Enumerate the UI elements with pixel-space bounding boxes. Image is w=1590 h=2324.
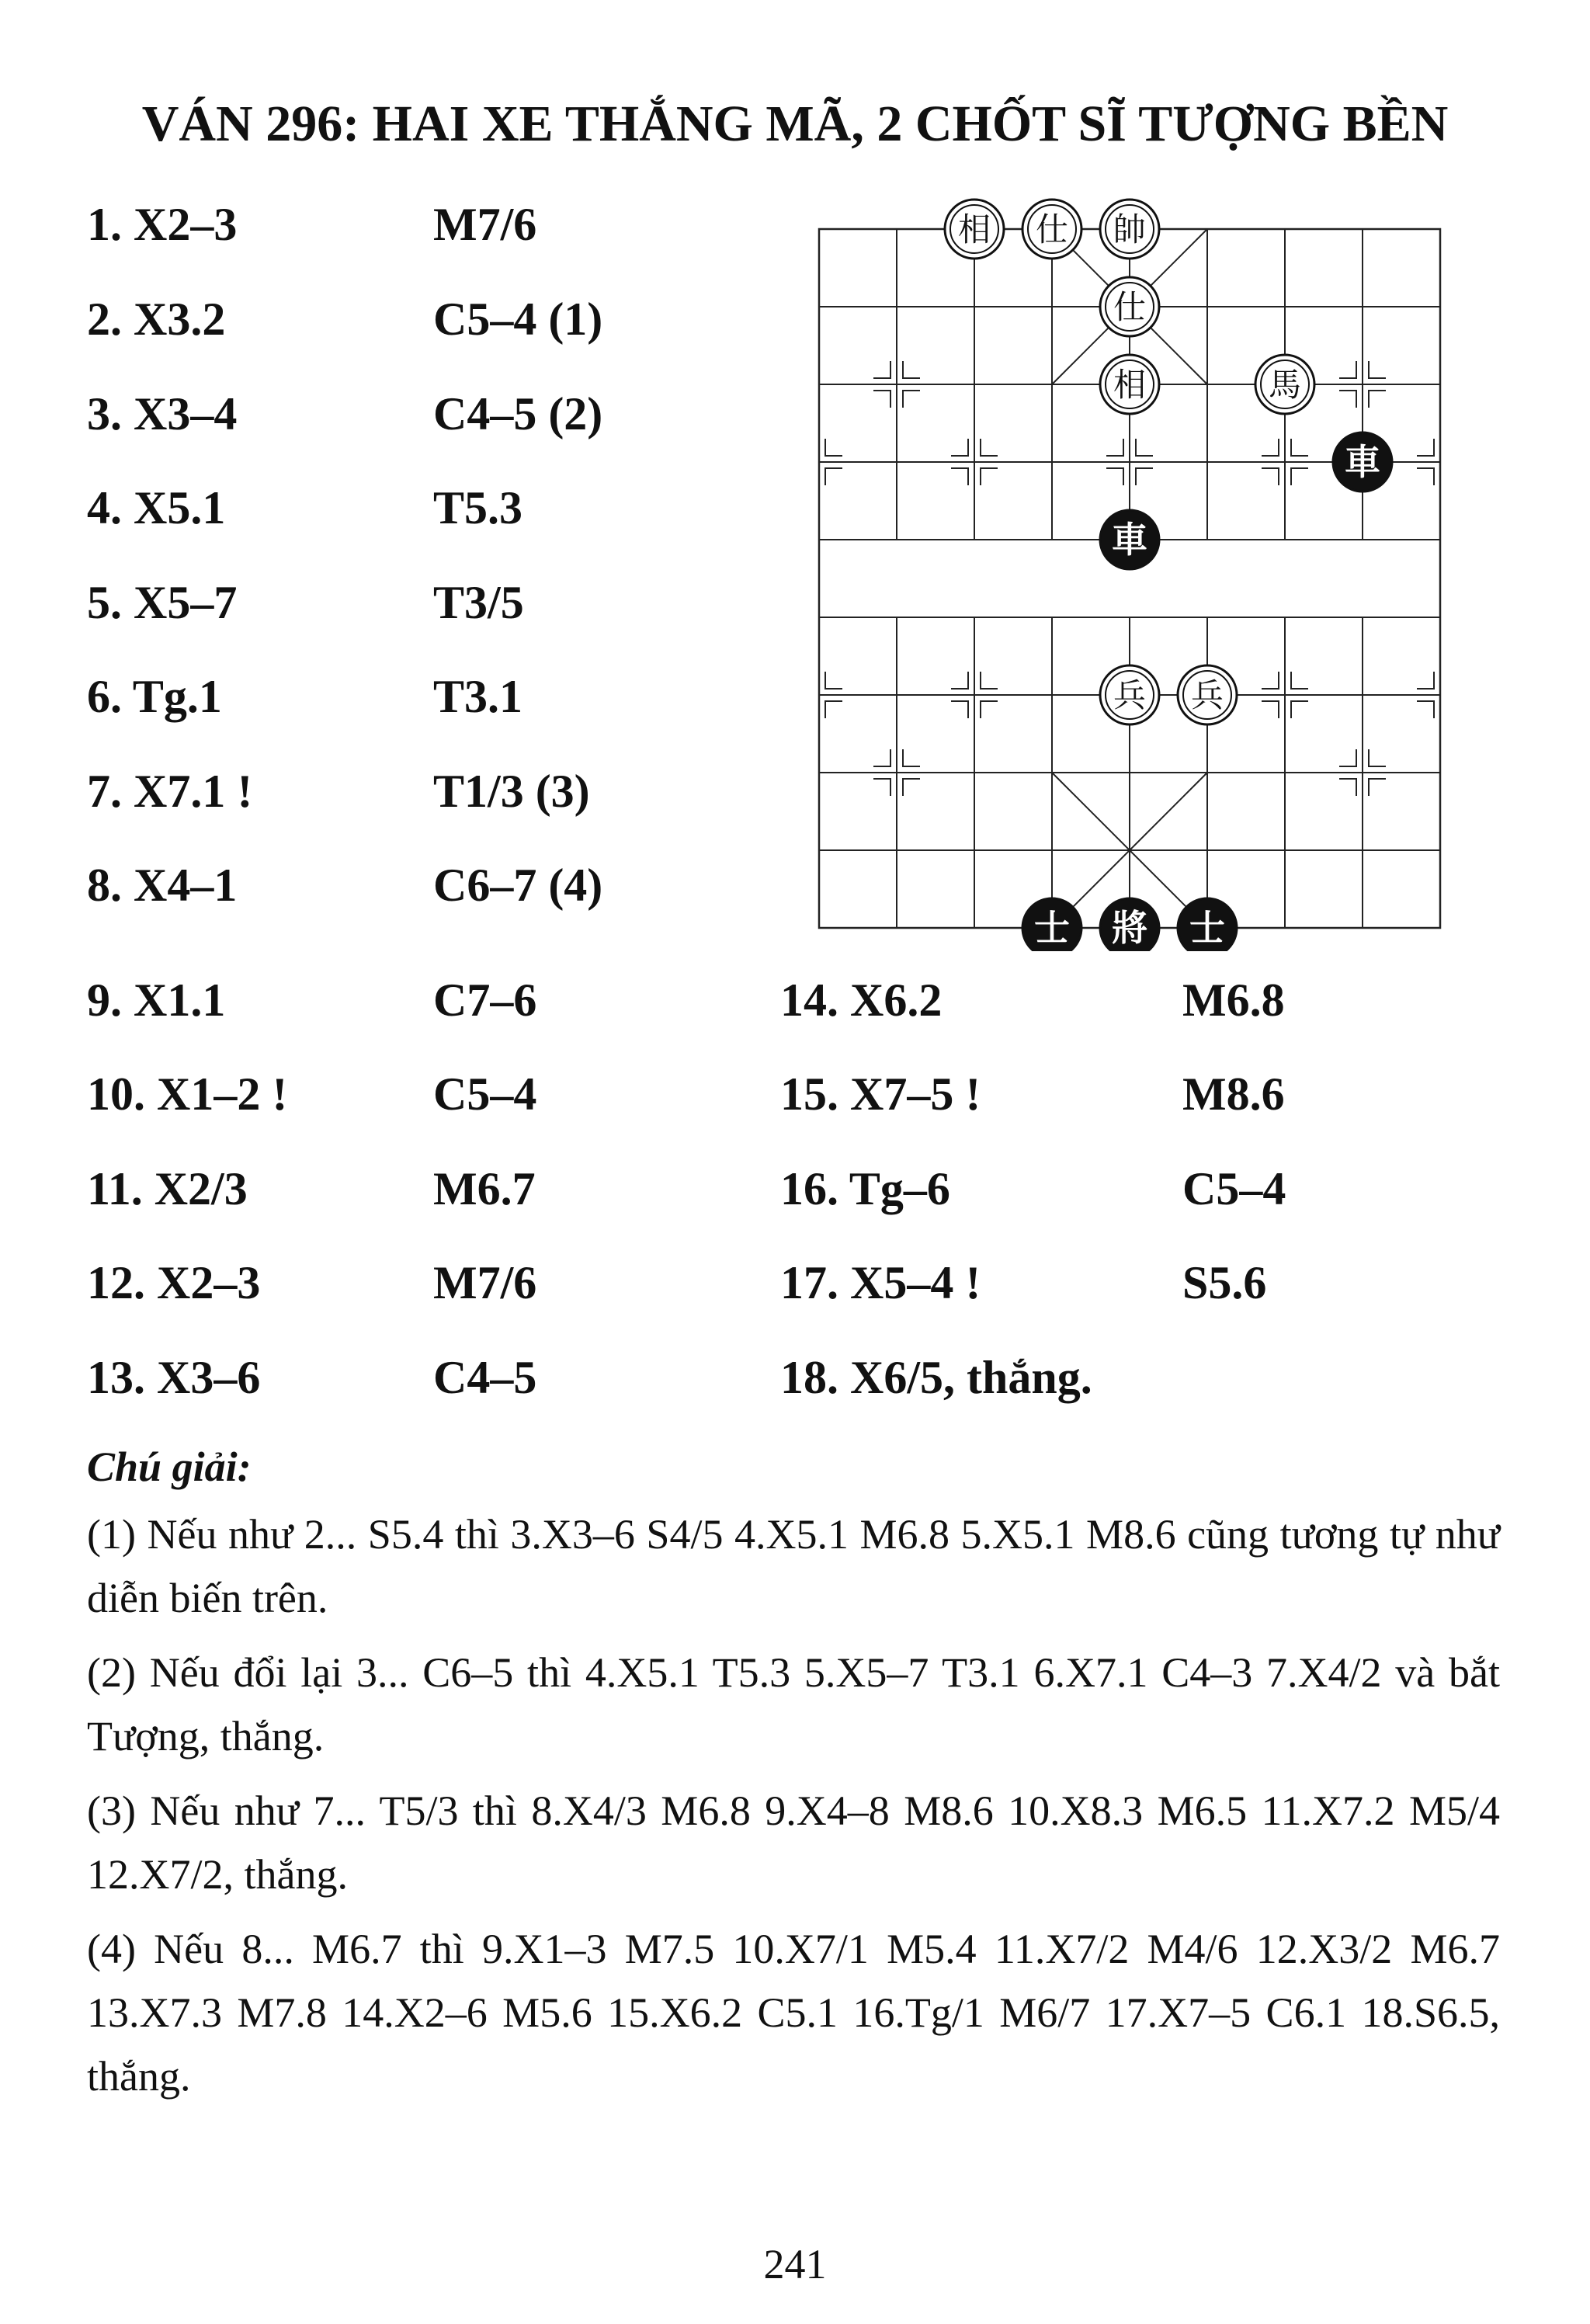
move-black: M7/6 (433, 1257, 537, 1308)
position-marker (903, 749, 920, 766)
red-elephant-piece (945, 200, 1004, 259)
black-advisor-piece (1178, 898, 1237, 951)
move-white: 3. X3–4 (87, 388, 238, 439)
move-white: 7. X7.1 ! (87, 766, 253, 817)
position-marker (1106, 468, 1123, 485)
position-marker (873, 361, 890, 378)
position-marker (951, 439, 968, 456)
piece-label: 馬 (1268, 366, 1302, 404)
move-black: C4–5 (2) (433, 388, 603, 439)
position-marker (1339, 391, 1356, 408)
move-black: C5–4 (433, 1068, 537, 1120)
position-marker (1417, 468, 1434, 485)
move-black: T3/5 (433, 577, 524, 628)
position-marker (981, 439, 998, 456)
position-marker (1417, 701, 1434, 718)
position-marker (873, 391, 890, 408)
position-marker (1136, 468, 1153, 485)
piece-label: 兵 (1190, 676, 1224, 714)
position-marker (1339, 779, 1356, 796)
position-marker (981, 672, 998, 689)
note-paragraph: (3) Nếu như 7... T5/3 thì 8.X4/3 M6.8 9.X4–8 M8.6 10.X8.3 M6.5 11.X7.2 M5/4 12.X7/2, thắng. (87, 1787, 1500, 1898)
move-white: 10. X1–2 ! (87, 1068, 288, 1120)
move-white: 14. X6.2 (780, 974, 943, 1026)
black-advisor-piece (1022, 898, 1081, 951)
piece-label: 士 (1189, 907, 1225, 949)
notes-heading: Chú giải: (87, 1443, 252, 1490)
position-marker (903, 361, 920, 378)
move-black: C5–4 (1182, 1163, 1286, 1214)
position-marker (1417, 672, 1434, 689)
position-marker (1106, 439, 1123, 456)
piece-label: 相 (957, 210, 991, 248)
position-marker (873, 779, 890, 796)
position-marker (1262, 701, 1279, 718)
move-white: 5. X5–7 (87, 577, 238, 628)
piece-label: 相 (1113, 366, 1147, 404)
position-marker (825, 468, 842, 485)
position-marker (951, 672, 968, 689)
position-marker (981, 468, 998, 485)
page-number: 241 (763, 2241, 827, 2288)
position-marker (1262, 439, 1279, 456)
position-marker (1262, 468, 1279, 485)
red-advisor-piece (1100, 277, 1159, 336)
note-paragraph: (1) Nếu như 2... S5.4 thì 3.X3–6 S4/5 4.X5.1 M6.8 5.X5.1 M8.6 cũng tương tự như diễn biến trên. (87, 1511, 1500, 1621)
piece-label: 兵 (1113, 676, 1147, 714)
move-white: 12. X2–3 (87, 1257, 261, 1308)
move-black: M6.8 (1182, 974, 1285, 1026)
board-pieces (945, 200, 1392, 951)
piece-label: 仕 (1113, 288, 1147, 326)
position-marker (1369, 361, 1386, 378)
red-soldier-piece (1178, 665, 1237, 724)
move-white: 18. X6/5, thắng. (780, 1352, 1092, 1403)
red-elephant-piece (1100, 355, 1159, 414)
move-black: C7–6 (433, 974, 537, 1026)
move-black: T1/3 (3) (433, 766, 590, 817)
position-marker (825, 439, 842, 456)
position-marker (1291, 672, 1308, 689)
move-black: T3.1 (433, 671, 523, 722)
position-marker (1339, 361, 1356, 378)
position-marker (873, 749, 890, 766)
piece-label: 帥 (1113, 210, 1147, 248)
red-soldier-piece (1100, 665, 1159, 724)
position-marker (1262, 672, 1279, 689)
position-marker (1369, 779, 1386, 796)
move-black: T5.3 (433, 482, 523, 533)
position-marker (1339, 749, 1356, 766)
position-marker (981, 701, 998, 718)
move-black: M7/6 (433, 199, 537, 250)
position-marker (1291, 439, 1308, 456)
piece-label: 車 (1112, 519, 1147, 561)
red-advisor-piece (1022, 200, 1081, 259)
move-white: 8. X4–1 (87, 860, 238, 911)
move-white: 9. X1.1 (87, 974, 226, 1026)
position-marker (825, 701, 842, 718)
move-white: 6. Tg.1 (87, 671, 222, 722)
move-white: 4. X5.1 (87, 482, 226, 533)
move-black: C6–7 (4) (433, 860, 603, 911)
move-black: M6.7 (433, 1163, 536, 1214)
xiangqi-board (800, 182, 1467, 951)
position-marker (1291, 468, 1308, 485)
red-horse-piece (1255, 355, 1314, 414)
note-paragraph: (4) Nếu 8... M6.7 thì 9.X1–3 M7.5 10.X7/1 M5.4 11.X7/2 M4/6 12.X3/2 M6.7 13.X7.3 M7.8 14.X2–6 M5.6 15.X6.2 C5.1 16.Tg/1 M6/7 17.X7–5 C6.1 18.S6.5, thắng. (87, 1926, 1500, 2100)
move-white: 13. X3–6 (87, 1352, 261, 1403)
piece-label: 士 (1034, 907, 1070, 949)
piece-label: 將 (1112, 907, 1147, 949)
position-marker (903, 779, 920, 796)
move-white: 1. X2–3 (87, 199, 238, 250)
position-marker (951, 701, 968, 718)
position-marker (1136, 439, 1153, 456)
black-general-piece (1100, 898, 1159, 951)
position-marker (1369, 391, 1386, 408)
piece-label: 仕 (1035, 210, 1069, 248)
move-white: 16. Tg–6 (780, 1163, 950, 1214)
move-black: C5–4 (1) (433, 294, 603, 345)
black-chariot-piece (1100, 510, 1159, 569)
move-black: M8.6 (1182, 1068, 1285, 1120)
page-title: VÁN 296: HAI XE THẮNG MÃ, 2 CHỐT SĨ TƯỢNG BỀN (141, 96, 1449, 152)
black-chariot-piece (1333, 432, 1392, 492)
move-white: 11. X2/3 (87, 1163, 248, 1214)
position-marker (1369, 749, 1386, 766)
move-white: 2. X3.2 (87, 294, 226, 345)
red-general-piece (1100, 200, 1159, 259)
piece-label: 車 (1345, 441, 1380, 483)
position-marker (903, 391, 920, 408)
position-marker (1417, 439, 1434, 456)
note-paragraph: (2) Nếu đổi lại 3... C6–5 thì 4.X5.1 T5.3 5.X5–7 T3.1 6.X7.1 C4–3 7.X4/2 và bắt Tượng, thắng. (87, 1649, 1500, 1760)
move-white: 17. X5–4 ! (780, 1257, 981, 1308)
position-marker (951, 468, 968, 485)
move-white: 15. X7–5 ! (780, 1068, 981, 1120)
position-marker (1291, 701, 1308, 718)
move-black: S5.6 (1182, 1257, 1267, 1308)
move-black: C4–5 (433, 1352, 537, 1403)
position-marker (825, 672, 842, 689)
